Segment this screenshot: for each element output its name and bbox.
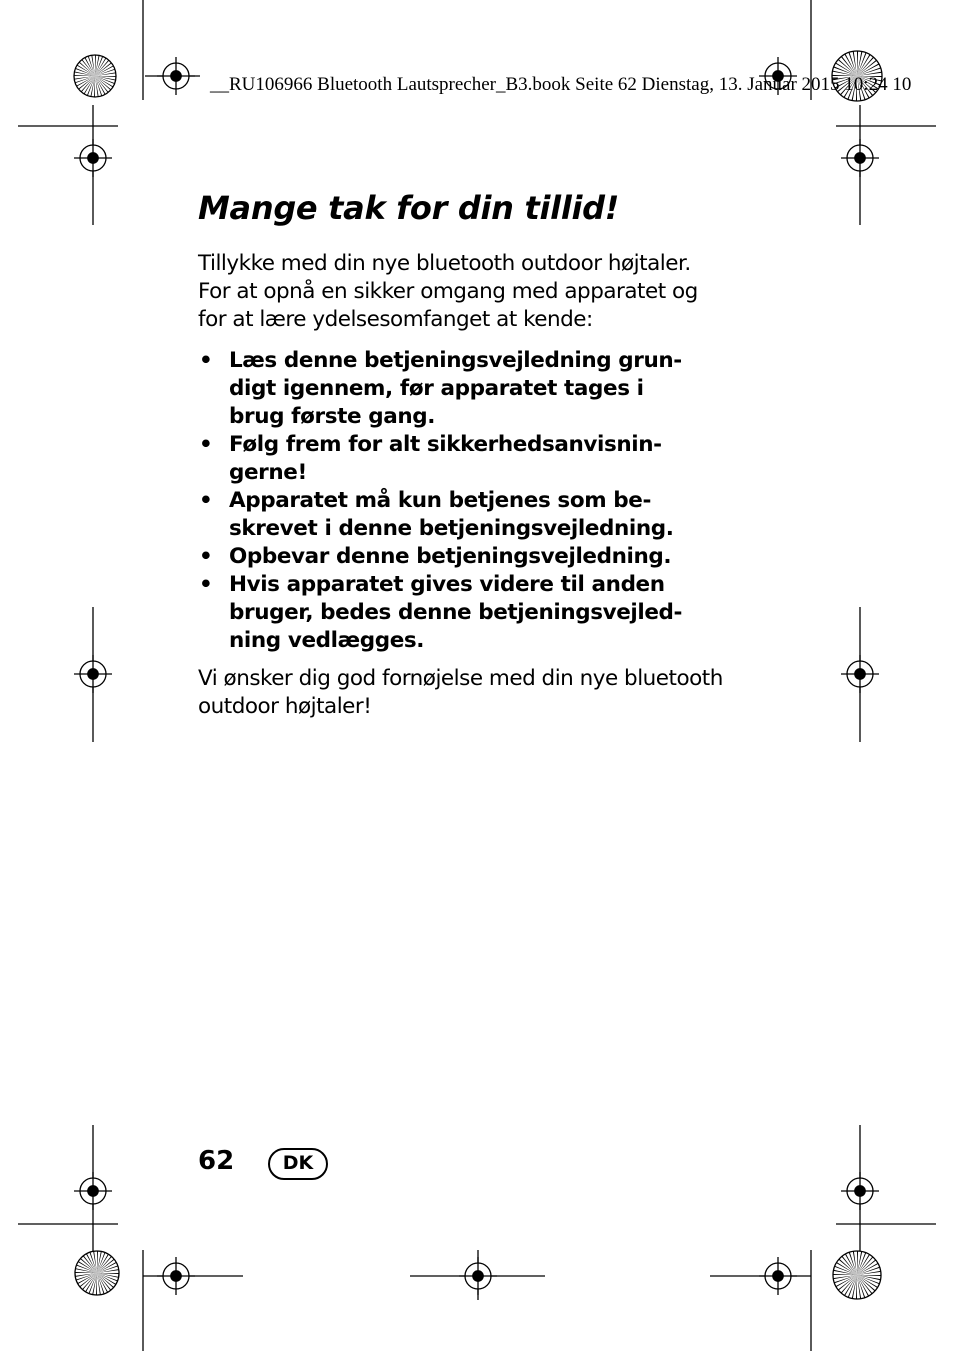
bullet-line: Apparatet må kun betjenes som be- (229, 488, 651, 513)
bullet-line: Hvis apparatet gives videre til anden (229, 572, 665, 597)
bullet-line: digt igennem, før apparatet tages i (229, 376, 644, 401)
bullet-item (198, 487, 758, 543)
bullet-dot: • (199, 544, 213, 569)
intro-line: Tillykke med din nye bluetooth outdoor højtaler. (198, 251, 691, 276)
page-number: 62 (198, 1146, 235, 1176)
bullet-line: bruger, bedes denne betjeningsvejled- (229, 600, 683, 625)
page-title: Mange tak for din tillid! (198, 189, 620, 227)
bullet-line: skrevet i denne betjeningsvejledning. (229, 516, 674, 541)
bullet-dot: • (199, 348, 213, 373)
bullet-item (198, 571, 758, 655)
safety-bullet-list (198, 347, 758, 655)
bullet-line: gerne! (229, 460, 307, 485)
book-file-slug: __RU106966 Bluetooth Lautsprecher_B3.book Seite 62 Dienstag, 13. Januar 2015 10:24 10 (210, 74, 912, 95)
bullet-line: ning vedlægges. (229, 628, 425, 653)
closing-line: outdoor højtaler! (198, 694, 372, 719)
intro-line: For at opnå en sikker omgang med apparatet og (198, 279, 698, 304)
bullet-dot: • (199, 572, 213, 597)
bullet-item (198, 431, 758, 487)
bullet-line: Læs denne betjeningsvejledning grun- (229, 348, 682, 373)
bullet-item (198, 543, 758, 571)
closing-line: Vi ønsker dig god fornøjelse med din nye bluetooth (198, 666, 723, 691)
intro-paragraph (198, 250, 738, 334)
bullet-line: brug første gang. (229, 404, 436, 429)
bullet-line: Opbevar denne betjeningsvejledning. (229, 544, 672, 569)
closing-paragraph (198, 665, 738, 721)
bullet-line: Følg frem for alt sikkerhedsanvisnin- (229, 432, 662, 457)
bullet-dot: • (199, 432, 213, 457)
bullet-item (198, 347, 758, 431)
bullet-dot: • (199, 488, 213, 513)
intro-line: for at lære ydelsesomfanget at kende: (198, 307, 593, 332)
language-badge: DK (268, 1148, 328, 1180)
